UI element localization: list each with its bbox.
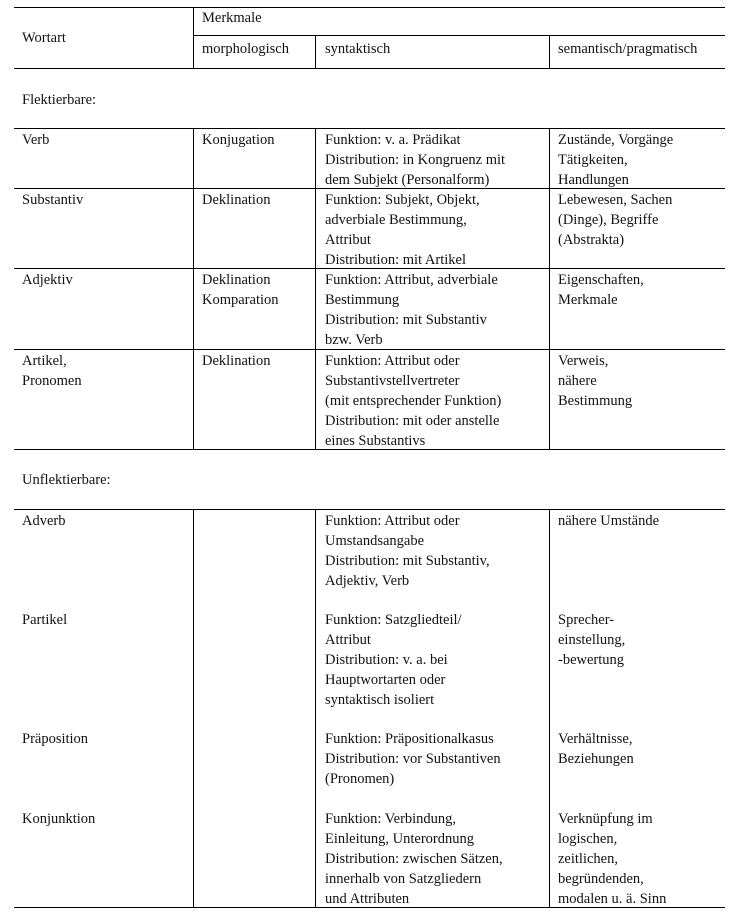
cell-line: Distribution: v. a. bei <box>325 652 448 668</box>
cell-line: Präposition <box>22 731 89 747</box>
cell-syntaktisch <box>325 270 498 350</box>
cell-line: eines Substantivs <box>325 433 426 449</box>
cell-line: Adjektiv, Verb <box>325 573 410 589</box>
cell-semantisch <box>558 809 666 909</box>
cell-line: Zustände, Vorgänge <box>558 132 674 148</box>
cell-line: Distribution: mit oder anstelle <box>325 413 500 429</box>
rule-merkmale-sub <box>193 35 725 36</box>
cell-line: Deklination <box>202 353 271 369</box>
cell-syntaktisch <box>325 809 503 909</box>
cell-line: (mit entsprechender Funktion) <box>325 393 502 409</box>
col-divider-2-header <box>315 35 316 69</box>
cell-line: Verweis, <box>558 353 609 369</box>
header-syntaktisch: syntaktisch <box>325 41 391 57</box>
cell-wortart <box>22 190 83 210</box>
cell-line: nähere <box>558 373 597 389</box>
cell-line: Bestimmung <box>558 393 633 409</box>
cell-wortart <box>22 809 95 829</box>
rule-header-bottom <box>14 68 725 69</box>
cell-line: Attribut <box>325 232 371 248</box>
cell-line: Deklination <box>202 192 271 208</box>
cell-line: Bestimmung <box>325 292 400 308</box>
header-wortart: Wortart <box>22 30 66 46</box>
rule-unflekt-top <box>14 509 725 510</box>
col-divider-3-unflekt <box>549 509 550 908</box>
cell-line: Handlungen <box>558 172 629 188</box>
cell-semantisch <box>558 729 634 769</box>
cell-syntaktisch <box>325 610 462 710</box>
cell-line: Funktion: Präpositionalkasus <box>325 731 494 747</box>
cell-line: logischen, <box>558 831 618 847</box>
header-semantisch-pragmatisch: semantisch/pragmatisch <box>558 41 698 57</box>
cell-line: (Dinge), Begriffe <box>558 212 659 228</box>
col-divider-3-header <box>549 35 550 69</box>
cell-semantisch <box>558 130 673 190</box>
cell-line: Artikel, <box>22 353 67 369</box>
cell-semantisch <box>558 270 644 310</box>
cell-line: dem Subjekt (Personalform) <box>325 172 490 188</box>
cell-line: Adverb <box>22 513 66 529</box>
cell-morphologisch <box>202 351 270 371</box>
cell-syntaktisch <box>325 190 480 270</box>
cell-line: -bewertung <box>558 652 625 668</box>
cell-line: Partikel <box>22 612 68 628</box>
cell-wortart <box>22 610 67 630</box>
cell-line: Funktion: Subjekt, Objekt, <box>325 192 480 208</box>
rule-top <box>14 7 725 8</box>
cell-line: Attribut <box>325 632 371 648</box>
cell-line: Distribution: mit Substantiv, <box>325 553 490 569</box>
cell-line: Verknüpfung im <box>558 811 653 827</box>
cell-line: adverbiale Bestimmung, <box>325 212 467 228</box>
cell-line: Funktion: Satzgliedteil/ <box>325 612 462 628</box>
cell-wortart <box>22 130 49 150</box>
cell-syntaktisch <box>325 729 501 789</box>
cell-line: Konjugation <box>202 132 275 148</box>
col-divider-3-flekt <box>549 128 550 450</box>
cell-line: Umstandsangabe <box>325 533 425 549</box>
cell-line: bzw. Verb <box>325 332 383 348</box>
col-divider-1-flekt <box>193 128 194 450</box>
col-divider-1-unflekt <box>193 509 194 908</box>
cell-line: Tätigkeiten, <box>558 152 628 168</box>
cell-line: Funktion: Attribut oder <box>325 353 460 369</box>
cell-line: Merkmale <box>558 292 618 308</box>
cell-semantisch <box>558 511 659 531</box>
cell-line: Substantiv <box>22 192 84 208</box>
cell-line: Sprecher- <box>558 612 615 628</box>
cell-wortart <box>22 270 73 290</box>
col-divider-1-header <box>193 7 194 69</box>
cell-line: einstellung, <box>558 632 626 648</box>
cell-line: Beziehungen <box>558 751 634 767</box>
cell-line: Adjektiv <box>22 272 73 288</box>
col-divider-2-unflekt <box>315 509 316 908</box>
cell-semantisch <box>558 610 625 670</box>
cell-syntaktisch <box>325 511 490 591</box>
cell-line: innerhalb von Satzgliedern <box>325 871 482 887</box>
cell-semantisch <box>558 190 672 250</box>
cell-line: modalen u. ä. Sinn <box>558 891 667 907</box>
cell-line: Komparation <box>202 292 279 308</box>
cell-line: nähere Umstände <box>558 513 660 529</box>
cell-line: Hauptwortarten oder <box>325 672 446 688</box>
cell-line: Distribution: zwischen Sätzen, <box>325 851 503 867</box>
cell-morphologisch <box>202 270 279 310</box>
cell-syntaktisch <box>325 130 505 190</box>
cell-line: Verb <box>22 132 50 148</box>
section-flektierbare: Flektierbare: <box>22 92 97 108</box>
rule-flekt-top <box>14 128 725 129</box>
cell-line: Distribution: vor Substantiven <box>325 751 501 767</box>
cell-line: Eigenschaften, <box>558 272 644 288</box>
cell-wortart <box>22 511 66 531</box>
cell-line: (Abstrakta) <box>558 232 625 248</box>
cell-line: syntaktisch isoliert <box>325 692 435 708</box>
cell-wortart <box>22 729 88 749</box>
cell-line: Distribution: mit Artikel <box>325 252 466 268</box>
cell-line: Funktion: Attribut oder <box>325 513 460 529</box>
cell-line: Konjunktion <box>22 811 96 827</box>
cell-wortart <box>22 351 82 391</box>
cell-syntaktisch <box>325 351 501 451</box>
header-merkmale: Merkmale <box>202 10 262 26</box>
cell-line: zeitlichen, <box>558 851 618 867</box>
cell-line: Lebewesen, Sachen <box>558 192 673 208</box>
section-unflektierbare: Unflektierbare: <box>22 472 111 488</box>
cell-line: begründenden, <box>558 871 644 887</box>
cell-line: (Pronomen) <box>325 771 395 787</box>
cell-line: Einleitung, Unterordnung <box>325 831 475 847</box>
cell-line: Verhältnisse, <box>558 731 633 747</box>
col-divider-2-flekt <box>315 128 316 450</box>
cell-line: Distribution: in Kongruenz mit <box>325 152 506 168</box>
cell-semantisch <box>558 351 632 411</box>
cell-morphologisch <box>202 190 270 210</box>
cell-line: Funktion: Attribut, adverbiale <box>325 272 498 288</box>
cell-line: Deklination <box>202 272 271 288</box>
cell-line: Distribution: mit Substantiv <box>325 312 487 328</box>
cell-line: Funktion: Verbindung, <box>325 811 457 827</box>
header-morphologisch: morphologisch <box>202 41 289 57</box>
cell-line: und Attributen <box>325 891 410 907</box>
cell-morphologisch <box>202 130 275 150</box>
cell-line: Pronomen <box>22 373 82 389</box>
cell-line: Substantivstellvertreter <box>325 373 460 389</box>
cell-line: Funktion: v. a. Prädikat <box>325 132 461 148</box>
